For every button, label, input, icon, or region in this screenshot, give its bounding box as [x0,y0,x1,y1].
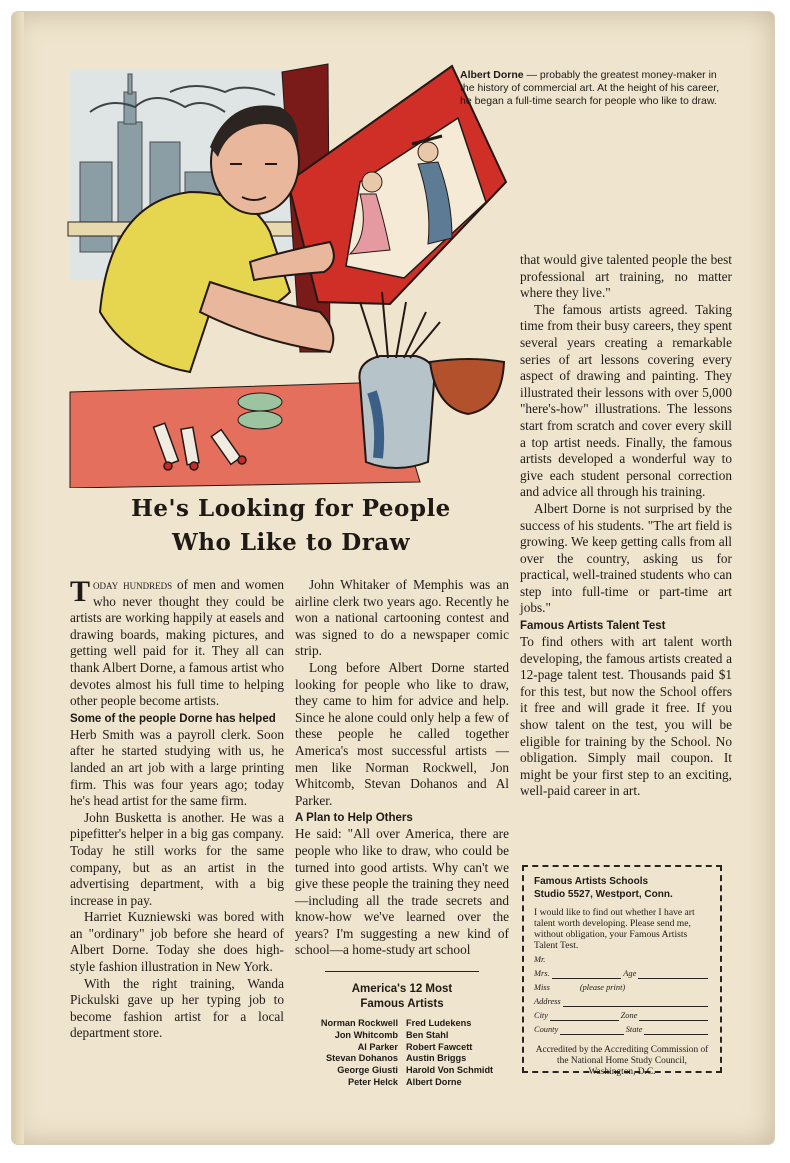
coupon-school-name: Famous Artists Schools [534,876,649,887]
paragraph-text: of men and women who never thought they could be artists are working happily at easels and drawing boards, making pictures, and getting well paid for it. They all can thank Albert Dorne, a famous artist who devotes almost his full time to helping other people become artists. [70,577,285,709]
coupon-mr-line [534,955,710,965]
subheading-plan: A Plan to Help Others [295,812,413,825]
article-column-1 [70,577,284,1042]
paragraph-best-training: that would give talented people the best professional art training, no matter where they live." [520,252,732,301]
coupon-label-mrs: Mrs. [534,969,550,978]
coupon-label-address: Address [534,997,561,1006]
zone-field[interactable] [639,1012,708,1021]
article-column-2 [295,577,509,1089]
famous-artists-title-line-1: America's 12 Most [351,983,453,996]
artist-name: Jon Whitcomb [334,1029,398,1040]
paragraph-john-whitaker: John Whitaker of Memphis was an airline clerk two years ago. Recently he won a national cartooning contest and was signed to do a newspaper comic strip. [295,577,509,659]
city-field[interactable] [550,1012,619,1021]
coupon-label-city: City [534,1011,548,1020]
caption-text: — probably the greatest money-maker in the history of commercial art. At the height of his career, he began a full-time search for people who like to draw. [460,69,720,107]
artist-name: Peter Helck [347,1077,398,1088]
artist-name: Robert Fawcett [406,1041,473,1052]
headline [76,492,506,560]
county-field[interactable] [560,1026,624,1035]
column-1-paragraph-1 [70,577,284,710]
coupon-label-please-print: (please print) [579,983,626,992]
paragraph-herb-smith: Herb Smith was a payroll clerk. Soon after he started studying with us, he landed an art job with a large printing firm. This was four years ago; today he's head artist for the same firm. [70,726,284,809]
coupon-label-miss: Miss [534,983,550,992]
page-spine [12,12,24,1144]
coupon-label-zone: Zone [620,1011,638,1020]
artist-name: Stevan Dohanos [326,1053,398,1064]
name-field[interactable] [552,970,622,979]
subheading-people-helped: Some of the people Dorne has helped [70,712,276,725]
famous-artists-list [295,1018,509,1089]
subheading-talent-test: Famous Artists Talent Test [520,620,666,633]
coupon-city-line[interactable] [534,1011,710,1021]
headline-line-1: He's Looking for People [131,495,451,522]
coupon-address-line[interactable] [534,997,710,1007]
paragraph-talent-test: To find others with art talent worth developing, the famous artists created a 12-page talent test. Thousands paid $1 for this test, but now the School offers it free and will grade it free. If you show talent on the test, you will be eligible for training by the School. No obligation. Simply mail coupon. It might be your first step to an exciting, well-paid career in art. [520,634,732,799]
paragraph-artists-agreed: The famous artists agreed. Taking time from their busy careers, they spent several years creating a remarkable series of art lessons covering every aspect of drawing and painting. They illustrated their lessons with over 5,000 "here's-how" illustrations. The lessons start from scratch and cover every skill a top artist needs. Finally, the famous artists developed a wonderful way to give each student personal correction and advice all through his training. [520,301,732,500]
paragraph-long-before: Long before Albert Dorne started looking for people who like to draw, they came to him for advice and help. Since he alone could only help a few of these people he called together America's most successful artists —men like Norman Rockwell, Jon Whitcomb, Stevan Dohanos and Al Parker. [295,659,509,808]
coupon-label-state: State [625,1025,643,1034]
age-field[interactable] [638,970,708,979]
artist-name: Austin Briggs [406,1053,467,1064]
paragraph-harriet-kuzniewski: Harriet Kuzniewski was bored with an "ordinary" job before she heard of Albert Dorne. Today she does high-style fashion illustration in New York. [70,909,284,975]
albert-dorne-illustration [60,52,520,488]
mail-coupon[interactable] [522,865,722,1077]
coupon-body-text: I would like to find out whether I have art talent worth developing. Please send me, without obligation, your Famous Artists Talent Test. [534,907,695,951]
paragraph-wanda-pickulski: With the right training, Wanda Pickulski gave up her typing job to become fashion artist for a local department store. [70,975,284,1041]
artist-name: George Giusti [337,1065,398,1076]
coupon-name-line[interactable] [534,969,710,979]
artist-name: Al Parker [357,1041,398,1052]
artist-name: Harold Von Schmidt [406,1065,494,1076]
coupon-miss-line [534,983,710,993]
drop-cap: T [70,575,91,608]
divider-rule [325,971,479,972]
coupon-studio-address: Studio 5527, Westport, Conn. [534,889,673,900]
article-column-3 [520,252,732,800]
headline-line-2: Who Like to Draw [171,529,411,556]
state-field[interactable] [644,1026,708,1035]
lead-smallcaps: oday hundreds [93,577,173,592]
paragraph-not-surprised: Albert Dorne is not surprised by the success of his students. "The art field is growing. We keep getting calls from all over the country, asking us for practical, well-trained students who can step into full-time or part-time art jobs." [520,500,732,616]
famous-artists-title [295,982,509,1012]
address-field[interactable] [563,998,708,1007]
artist-name: Norman Rockwell [320,1018,398,1029]
paragraph-john-busketta: John Busketta is another. He was a pipefitter's helper in a big gas company. Today he still works for the same company, but as an artist in the advertising department, with a big increase in pay. [70,809,284,908]
illustration-caption [460,69,720,108]
artist-name: Ben Stahl [406,1029,449,1040]
coupon-county-line[interactable] [534,1025,710,1035]
coupon-label-mr: Mr. [534,955,546,964]
artist-name: Fred Ludekens [406,1018,472,1029]
coupon-accreditation: Accredited by the Accrediting Commission of the National Home Study Council, Washington, D.C. [535,1045,709,1077]
paragraph-he-said: He said: "All over America, there are people who like to draw, who could be turned into good artists. Why can't we give these people the training they need—including all the trade secrets and know-how we've learned over the years? I'm suggesting a new kind of school—a home-study art school [295,826,509,958]
famous-artists-title-line-2: Famous Artists [360,998,444,1011]
coupon-label-county: County [534,1025,559,1034]
coupon-label-age: Age [623,969,637,978]
artist-name: Albert Dorne [406,1077,462,1088]
caption-name: Albert Dorne [460,69,524,81]
comic-back-cover-page [12,12,774,1144]
